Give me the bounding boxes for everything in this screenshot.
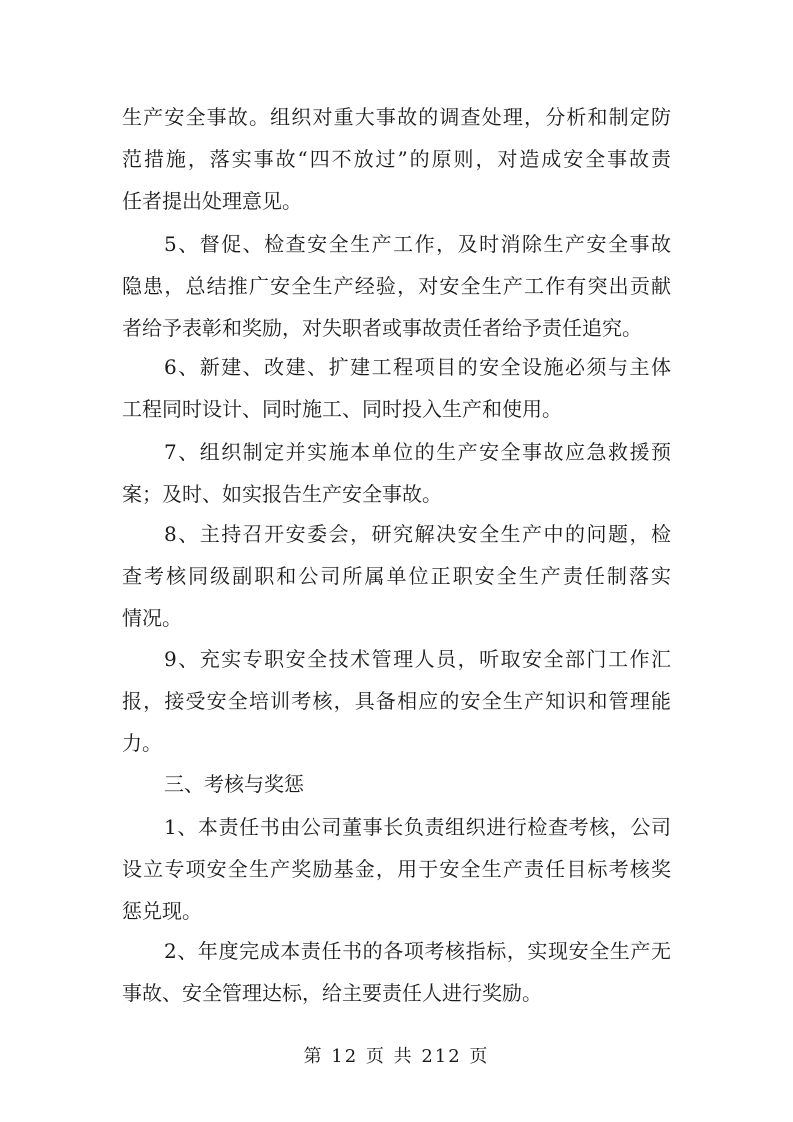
text-line: 惩兑现。 (122, 899, 202, 923)
paragraph-item-5 (122, 223, 671, 349)
text-line: 者给予表彰和奖励，对失职者或事故责任者给予责任追究。 (122, 316, 642, 340)
page-number-footer: 第 12 页 共 212 页 (303, 1046, 490, 1067)
paragraph-item-6 (122, 346, 671, 430)
paragraph (122, 96, 671, 222)
text-line: 设立专项安全生产奖励基金，用于安全生产责任目标考核奖 (122, 857, 671, 881)
text-line: 情况。 (122, 606, 182, 630)
text-line: 力。 (122, 731, 162, 755)
text-line: 6、新建、改建、扩建工程项目的安全设施必须与主体 (164, 355, 671, 379)
text-line: 报，接受安全培训考核，具备相应的安全生产知识和管理能 (122, 689, 671, 713)
text-line: 7、组织制定并实施本单位的生产安全事故应急救援预 (164, 440, 671, 464)
paragraph-item-7 (122, 431, 671, 515)
paragraph-item-2 (122, 930, 671, 1014)
text-line: 查考核同级副职和公司所属单位正职安全生产责任制落实 (122, 564, 671, 588)
text-line: 案；及时、如实报告生产安全事故。 (122, 482, 442, 506)
paragraph-item-1 (122, 806, 671, 932)
text-line: 任者提出处理意见。 (122, 189, 302, 213)
text-line: 生产安全事故。组织对重大事故的调查处理，分析和制定防 (122, 105, 671, 129)
text-line: 5、督促、检查安全生产工作，及时消除生产安全事故 (164, 232, 671, 256)
paragraph-item-8 (122, 513, 671, 639)
text-line: 1、本责任书由公司董事长负责组织进行检查考核，公司 (164, 815, 671, 839)
text-line: 8、主持召开安委会，研究解决安全生产中的问题，检 (164, 522, 671, 546)
text-line: 隐患，总结推广安全生产经验，对安全生产工作有突出贡献 (122, 274, 671, 298)
text-line: 事故、安全管理达标，给主要责任人进行奖励。 (122, 981, 542, 1005)
text-line: 工程同时设计、同时施工、同时投入生产和使用。 (122, 397, 562, 421)
text-line: 2、年度完成本责任书的各项考核指标，实现安全生产无 (164, 939, 671, 963)
text-line: 范措施，落实事故“四不放过”的原则，对造成安全事故责 (122, 147, 671, 171)
text-line: 9、充实专职安全技术管理人员，听取安全部门工作汇 (164, 647, 671, 671)
paragraph-item-9 (122, 638, 671, 764)
section-heading (122, 763, 671, 805)
section-heading-text: 三、考核与奖惩 (164, 772, 304, 796)
